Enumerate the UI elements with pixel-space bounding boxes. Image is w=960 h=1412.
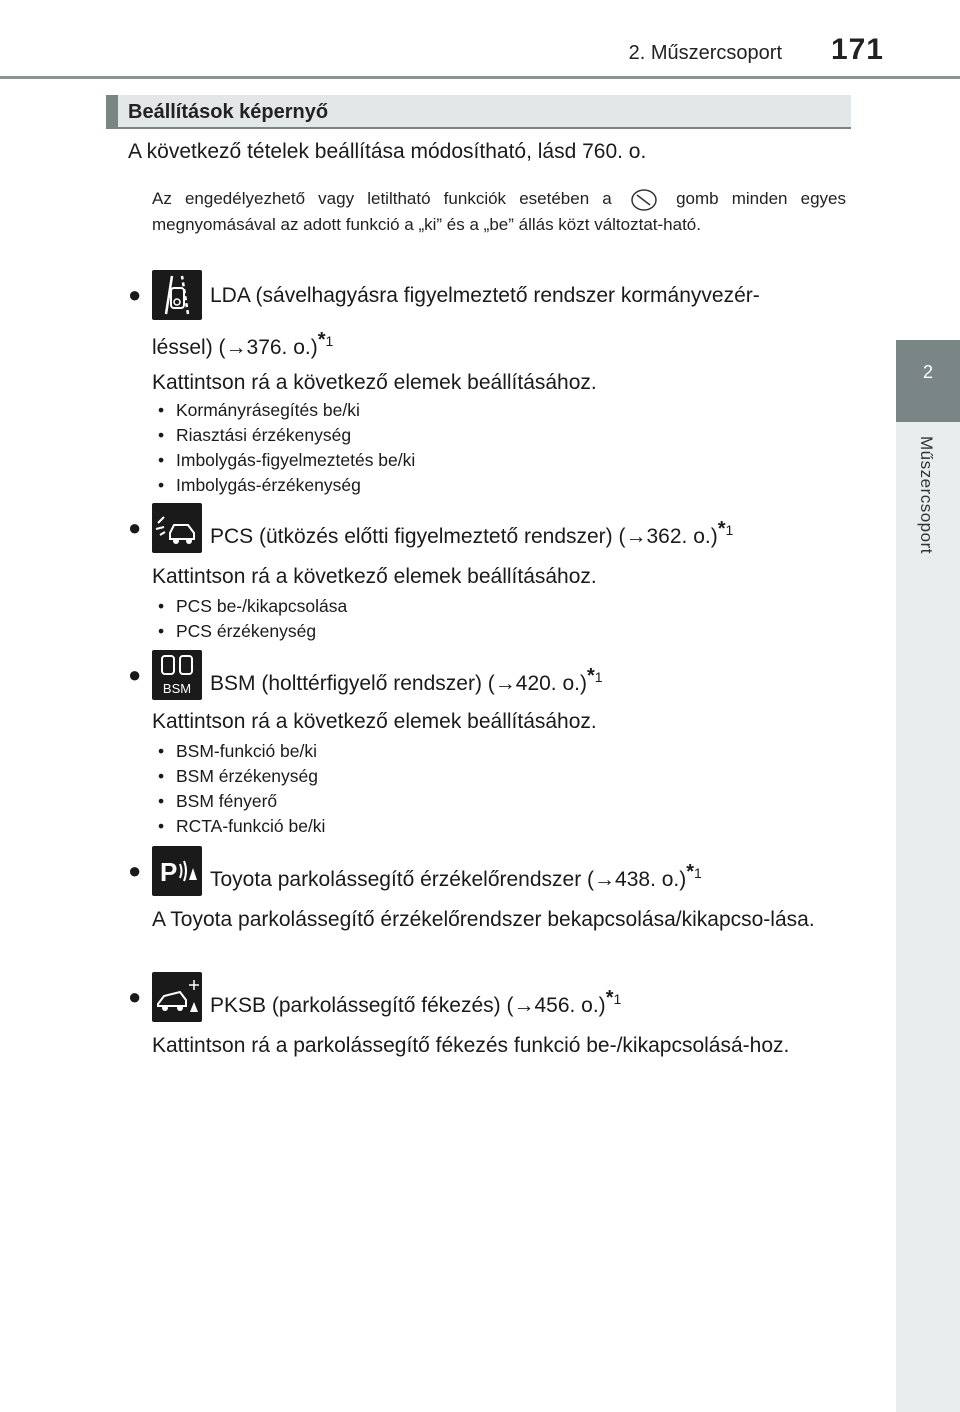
item-title-bsm: BSM (holttérfigyelő rendszer) (→420. o.)*$^1$ bbox=[210, 665, 603, 695]
item-list-pcs bbox=[158, 594, 347, 644]
list-item: • BSM fényerő bbox=[158, 789, 325, 814]
chapter-strip bbox=[896, 422, 960, 1412]
item-bullet: ● bbox=[128, 984, 142, 1009]
list-item: • BSM érzékenység bbox=[158, 764, 325, 789]
chapter-number: 2 bbox=[922, 362, 933, 382]
svg-text:P: P bbox=[160, 857, 178, 887]
list-item: • Kormányrásegítés be/ki bbox=[158, 398, 415, 423]
item-desc-pcs: Kattintson rá a következő elemek beállításához. bbox=[152, 565, 597, 588]
item-title-lda: LDA (sávelhagyásra figyelmeztető rendszer kormányvezér- bbox=[210, 284, 760, 307]
item-title-pcs: PCS (ütközés előtti figyelmeztető rendszer) (→362. o.)*$^1$ bbox=[210, 518, 734, 548]
item-desc-lda: Kattintson rá a következő elemek beállításához. bbox=[152, 371, 597, 394]
section-title: Beállítások képernyő bbox=[128, 101, 329, 123]
header-section: 2. Műszercsoport bbox=[628, 42, 782, 64]
list-item: • BSM-funkció be/ki bbox=[158, 739, 325, 764]
item-bullet: ● bbox=[128, 515, 142, 540]
list-item: • PCS be-/kikapcsolása bbox=[158, 594, 347, 619]
note-paragraph bbox=[152, 186, 846, 238]
item-desc-pksb: Kattintson rá a parkolássegítő fékezés funkció be-/kikapcsolásá-hoz. bbox=[152, 1034, 790, 1057]
note-text-before: Az engedélyezhető vagy letiltható funkciók esetében a bbox=[152, 189, 612, 208]
page-number: 171 bbox=[830, 33, 884, 66]
bsm-icon-text: BSM bbox=[162, 681, 192, 696]
item-list-lda bbox=[158, 398, 415, 498]
item-desc-parking-sensor: A Toyota parkolássegítő érzékelőrendszer bekapcsolása/kikapcso-lása. bbox=[152, 908, 815, 931]
chapter-label: Műszercsoport bbox=[917, 436, 936, 554]
toggle-button-icon bbox=[629, 189, 659, 211]
note-text-after: gomb minden egyes megnyomásával az adott funkció a „ki” és a „be” állás közt változtat-ható. bbox=[152, 189, 846, 234]
item-title-parking-sensor: Toyota parkolássegítő érzékelőrendszer (→438. o.)*$^1$ bbox=[210, 861, 702, 891]
list-item: • Riasztási érzékenység bbox=[158, 423, 415, 448]
list-item: • RCTA-funkció be/ki bbox=[158, 814, 325, 839]
item-desc-bsm: Kattintson rá a következő elemek beállításához. bbox=[152, 710, 597, 733]
list-item: • Imbolygás-figyelmeztetés be/ki bbox=[158, 448, 415, 473]
item-list-bsm bbox=[158, 739, 325, 839]
intro-text: A következő tételek beállítása módosítható, lásd 760. o. bbox=[128, 140, 647, 163]
list-item: • PCS érzékenység bbox=[158, 619, 347, 644]
item-bullet: ● bbox=[128, 858, 142, 883]
item-title-pksb: PKSB (parkolássegítő fékezés) (→456. o.)*$^1$ bbox=[210, 987, 622, 1017]
item-bullet: ● bbox=[128, 662, 142, 687]
chapter-tab bbox=[896, 340, 960, 422]
header-divider bbox=[0, 76, 960, 79]
item-bullet: ● bbox=[128, 282, 142, 307]
list-item: • Imbolygás-érzékenység bbox=[158, 473, 415, 498]
item-title-lda-cont: léssel) (→376. o.)*$^1$ bbox=[152, 329, 334, 359]
section-heading bbox=[106, 95, 851, 129]
